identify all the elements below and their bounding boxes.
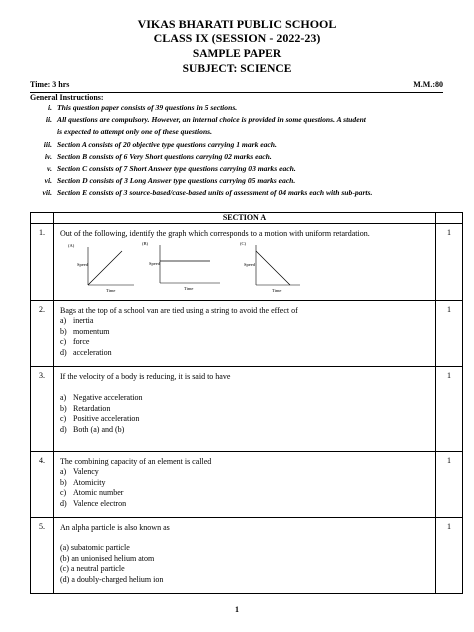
graph-b-x-label: Time — [184, 286, 194, 291]
question-number: 5. — [31, 518, 54, 594]
question-text: Bags at the top of a school van are tied using a string to avoid the effect of — [60, 306, 298, 315]
page-number: 1 — [235, 605, 239, 614]
graph-b-y-label: Speed — [149, 261, 160, 266]
instruction-item: v. Section C consists of 7 Short Answer type questions carrying 03 marks each. — [47, 164, 296, 174]
instruction-item: ii. All questions are compulsory. However, an internal choice is provided in some questions. A student — [45, 115, 366, 125]
option-b: b) Retardation — [60, 403, 111, 413]
class-session: CLASS IX (SESSION - 2022-23) — [153, 31, 321, 45]
instruction-item: vi. Section D consists of 3 Long Answer type questions carrying 05 marks each. — [44, 176, 296, 186]
question-marks: 1 — [436, 452, 463, 518]
option-c: (c) a neutral particle — [60, 564, 125, 573]
section-header-row — [31, 213, 463, 224]
question-row — [31, 518, 463, 594]
instructions-list — [30, 102, 450, 200]
question-marks: 1 — [436, 224, 463, 301]
option-a: a) Valency — [60, 467, 99, 476]
option-a: a) Negative acceleration — [60, 393, 143, 402]
graph-c-y-label: Speed — [244, 262, 255, 267]
paper-title: SAMPLE PAPER — [192, 48, 282, 60]
option-d: d) acceleration — [60, 347, 112, 357]
subject-title: SUBJECT: SCIENCE — [182, 63, 292, 75]
question-marks: 1 — [436, 367, 463, 452]
graph-a-label: (A) — [68, 243, 75, 248]
option-b: b) Atomicity — [60, 477, 106, 487]
option-c: c) Positive acceleration — [60, 414, 140, 423]
option-d: d) Valence electron — [60, 498, 127, 508]
question-number: 2. — [31, 301, 54, 367]
question-marks: 1 — [436, 518, 463, 594]
graph-a-x-label: Time — [106, 288, 116, 293]
school-name: VIKAS BHARATI PUBLIC SCHOOL — [137, 17, 337, 31]
instruction-item: iv. Section B consists of 6 Very Short questions carrying 02 marks each. — [44, 151, 272, 161]
question-text: The combining capacity of an element is called — [60, 457, 212, 466]
question-number: 3. — [31, 367, 54, 452]
question-text: If the velocity of a body is reducing, it is said to have — [60, 372, 231, 381]
general-instructions-heading: General Instructions: — [30, 93, 104, 102]
instruction-item: iii. Section A consists of 20 objective type questions carrying 1 mark each. — [43, 139, 277, 149]
speed-time-graphs — [60, 239, 320, 297]
graph-b-label: (B) — [142, 241, 148, 246]
option-a: a) inertia — [60, 316, 94, 325]
option-b: (b) an unionised helium atom — [60, 553, 155, 563]
time-allowed: Time: 3 hrs — [30, 80, 70, 89]
question-marks: 1 — [436, 301, 463, 367]
graph-c-x-label: Time — [272, 288, 282, 293]
graph-a-y-label: Speed — [77, 262, 88, 267]
motion-graphs — [60, 239, 431, 295]
time-marks-line — [30, 80, 443, 93]
option-c: c) Atomic number — [60, 488, 124, 497]
question-row — [31, 367, 463, 452]
question-text: Out of the following, identify the graph which corresponds to a motion with uniform retardation. — [60, 229, 370, 238]
questions-table — [30, 212, 463, 594]
section-title: SECTION A — [54, 213, 436, 224]
instruction-item: vii. Section E consists of 3 source-based/case-based units of assessment of 04 marks each with sub-parts. — [42, 188, 373, 198]
question-row — [31, 452, 463, 518]
graph-c-label: (C) — [240, 241, 246, 246]
option-c: c) force — [60, 337, 90, 346]
option-d: d) Both (a) and (b) — [60, 424, 125, 434]
option-b: b) momentum — [60, 326, 110, 336]
instruction-item: i. This question paper consists of 39 questions in 5 sections. — [47, 103, 238, 112]
option-a: (a) subatomic particle — [60, 543, 130, 552]
option-d: (d) a doubly-charged helium ion — [60, 574, 164, 584]
max-marks: M.M.:80 — [413, 80, 443, 89]
instruction-item: is expected to attempt only one of these questions. — [57, 127, 213, 137]
question-number: 4. — [31, 452, 54, 518]
question-text: An alpha particle is also known as — [60, 523, 170, 532]
question-row — [31, 301, 463, 367]
question-number: 1. — [31, 224, 54, 301]
question-row — [31, 224, 463, 301]
